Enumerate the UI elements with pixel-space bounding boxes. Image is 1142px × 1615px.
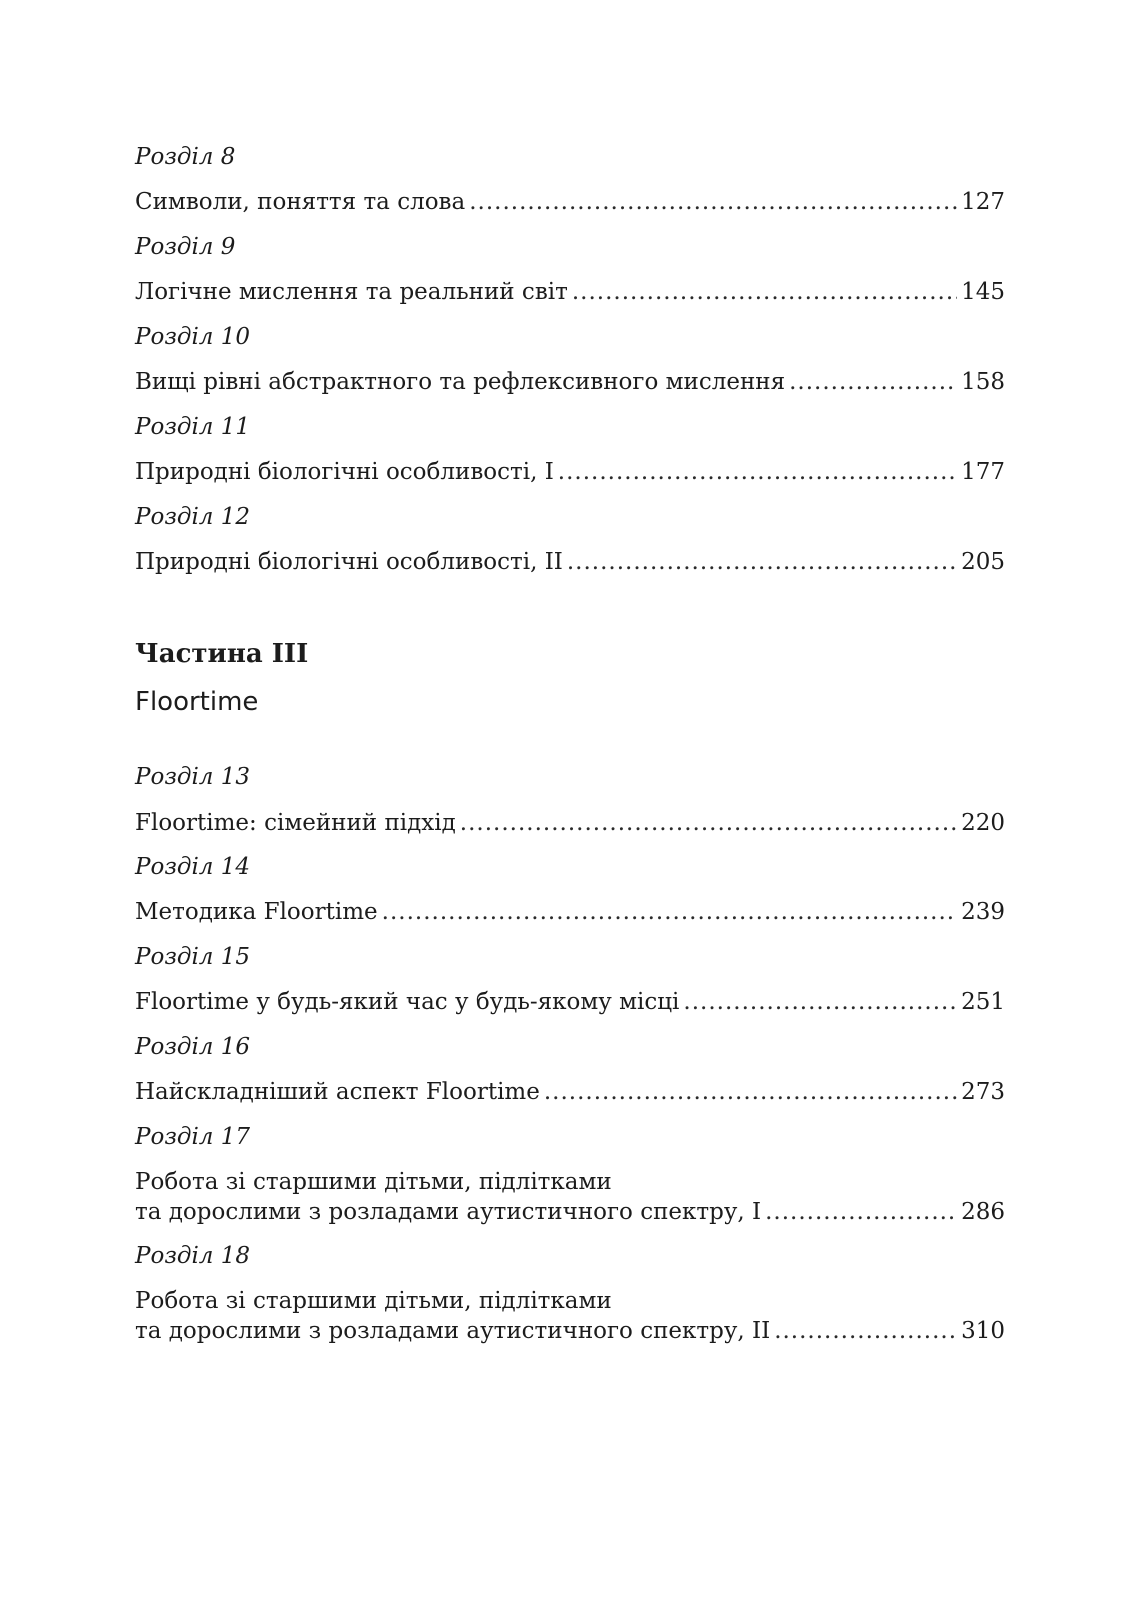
chapter-label: Розділ 10: [135, 324, 251, 350]
toc-entry[interactable]: [135, 1197, 1005, 1227]
toc-entry[interactable]: [135, 987, 1005, 1017]
toc-entry[interactable]: [135, 1316, 1005, 1346]
dot-leader: [765, 1197, 957, 1227]
chapter-label: Розділ 8: [135, 144, 236, 170]
chapter-label: Розділ 17: [135, 1124, 251, 1150]
chapter-label: Розділ 14: [135, 854, 251, 880]
entry-title-line1: Робота зі старшими дітьми, підлітками: [135, 1169, 612, 1195]
entry-title: Вищі рівні абстрактного та рефлексивного мислення: [135, 369, 786, 395]
page-number: 220: [961, 810, 1005, 836]
dot-leader: [567, 547, 957, 577]
entry-title: Найскладніший аспект Floortime: [135, 1079, 540, 1105]
chapter-label: Розділ 9: [135, 234, 236, 260]
dot-leader: [382, 897, 957, 927]
dot-leader: [460, 808, 957, 838]
page-number: 286: [961, 1199, 1005, 1225]
chapter-label: Розділ 12: [135, 504, 251, 530]
entry-title: Логічне мислення та реальний світ: [135, 279, 568, 305]
page-number: 158: [961, 369, 1005, 395]
dot-leader: [683, 987, 957, 1017]
page-number: 177: [961, 459, 1005, 485]
entry-title: Floortime: сімейний підхід: [135, 810, 456, 836]
dot-leader: [544, 1077, 957, 1107]
page-number: 239: [961, 899, 1005, 925]
toc-entry[interactable]: [135, 1077, 1005, 1107]
part-label: Частина III: [135, 639, 309, 669]
entry-title: Floortime у будь-який час у будь-якому місці: [135, 989, 680, 1015]
dot-leader: [558, 457, 957, 487]
dot-leader: [774, 1316, 957, 1346]
part-title: Floortime: [135, 687, 259, 717]
entry-title: Природні біологічні особливості, I: [135, 459, 554, 485]
entry-title-line1: Робота зі старшими дітьми, підлітками: [135, 1288, 612, 1314]
chapter-label: Розділ 18: [135, 1243, 251, 1269]
dot-leader: [469, 187, 957, 217]
toc-entry[interactable]: [135, 187, 1005, 217]
page-number: 145: [961, 279, 1005, 305]
page-number: 205: [961, 549, 1005, 575]
page-number: 310: [961, 1318, 1005, 1344]
toc-entry[interactable]: [135, 547, 1005, 577]
chapter-label: Розділ 16: [135, 1034, 251, 1060]
dot-leader: [572, 277, 957, 307]
page-number: 251: [961, 989, 1005, 1015]
entry-title: Методика Floortime: [135, 899, 378, 925]
toc-entry[interactable]: [135, 277, 1005, 307]
entry-title: Природні біологічні особливості, II: [135, 549, 563, 575]
page-number: 273: [961, 1079, 1005, 1105]
entry-title: та дорослими з розладами аутистичного спектру, I: [135, 1199, 762, 1225]
dot-leader: [789, 367, 957, 397]
chapter-label: Розділ 15: [135, 944, 251, 970]
entry-title: Символи, поняття та слова: [135, 189, 466, 215]
toc-entry[interactable]: [135, 897, 1005, 927]
toc-page: [135, 0, 1005, 1615]
chapter-label: Розділ 13: [135, 764, 251, 790]
toc-entry[interactable]: [135, 457, 1005, 487]
chapter-label: Розділ 11: [135, 414, 251, 440]
toc-entry[interactable]: [135, 808, 1005, 838]
toc-entry[interactable]: [135, 367, 1005, 397]
page-number: 127: [961, 189, 1005, 215]
entry-title: та дорослими з розладами аутистичного спектру, II: [135, 1318, 771, 1344]
